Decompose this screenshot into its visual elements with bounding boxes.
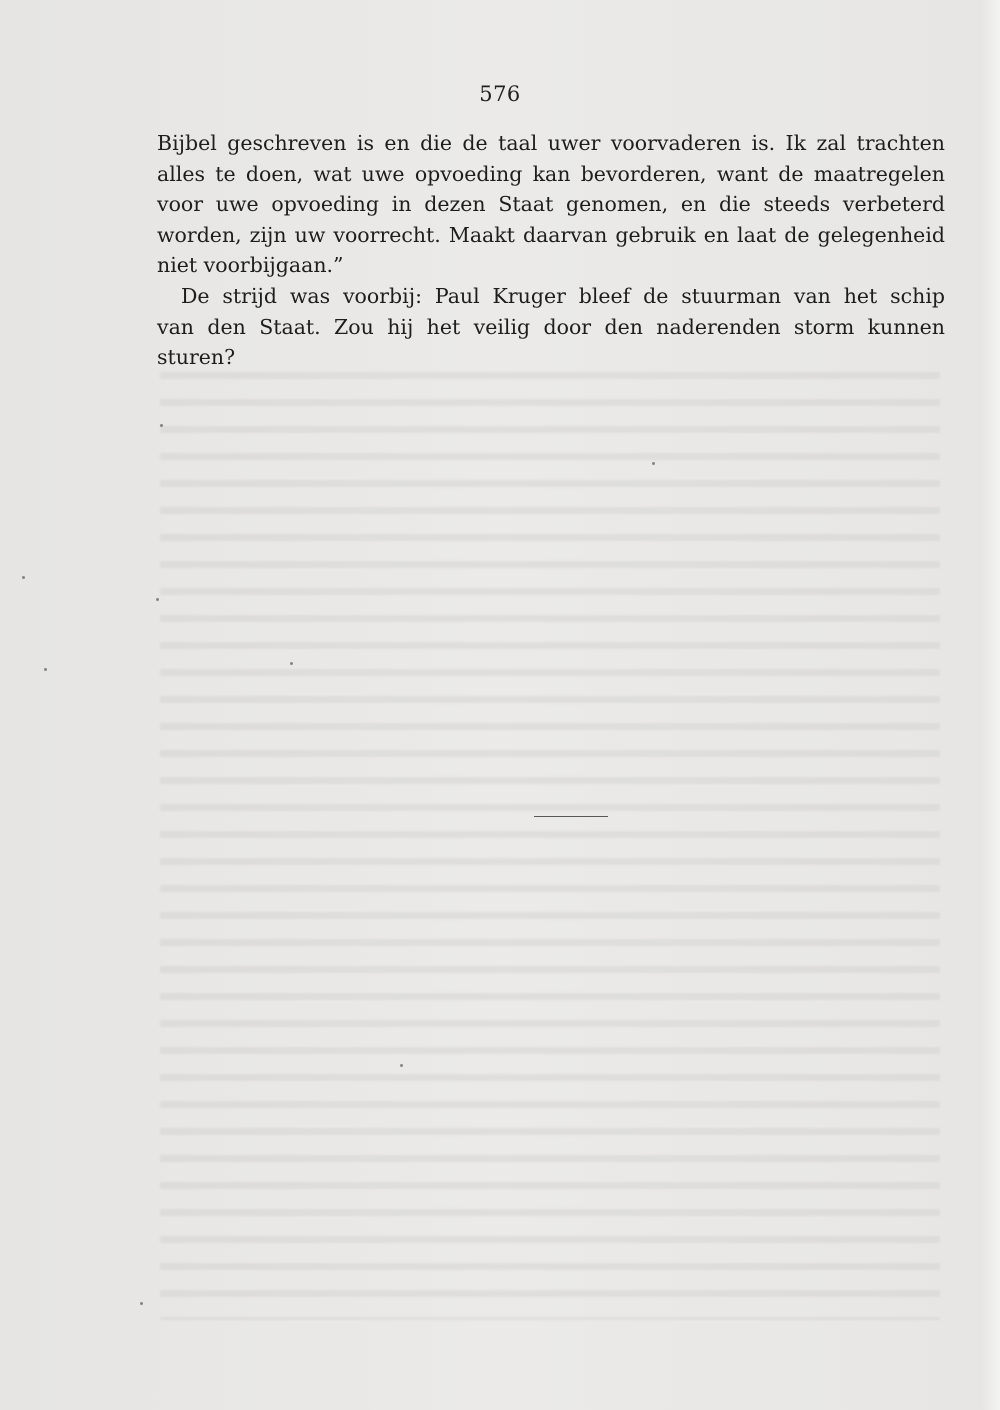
paper-speck <box>160 424 163 427</box>
text-line: voor uwe opvoeding in dezen Staat genomen, en die steeds verbeterd <box>157 192 945 217</box>
paper-speck <box>290 662 293 665</box>
bleed-through-text <box>160 360 940 1320</box>
text-line: alles te doen, wat uwe opvoeding kan bevorderen, want de maatregelen <box>157 161 945 186</box>
paper-speck <box>156 598 159 601</box>
text-line: van den Staat. Zou hij het veilig door den naderenden storm kunnen <box>157 314 945 339</box>
paper-speck <box>400 1064 403 1067</box>
text-line: worden, zijn uw voorrecht. Maakt daarvan gebruik en laat de gelegenheid <box>157 222 945 247</box>
body-text <box>157 128 945 373</box>
underline-mark <box>534 816 608 817</box>
text-line: sturen? <box>157 345 236 370</box>
paper-speck <box>652 462 655 465</box>
paper-speck <box>140 1302 143 1305</box>
paper-speck <box>44 668 47 671</box>
text-line: De strijd was voorbij: Paul Kruger bleef de stuurman van het schip <box>181 283 945 308</box>
page-edge <box>982 0 1000 1410</box>
text-line: niet voorbijgaan.” <box>157 253 344 278</box>
paper-speck <box>22 576 25 579</box>
text-line: Bijbel geschreven is en die de taal uwer voorvaderen is. Ik zal trachten <box>157 131 945 155</box>
page-number: 576 <box>479 82 521 106</box>
